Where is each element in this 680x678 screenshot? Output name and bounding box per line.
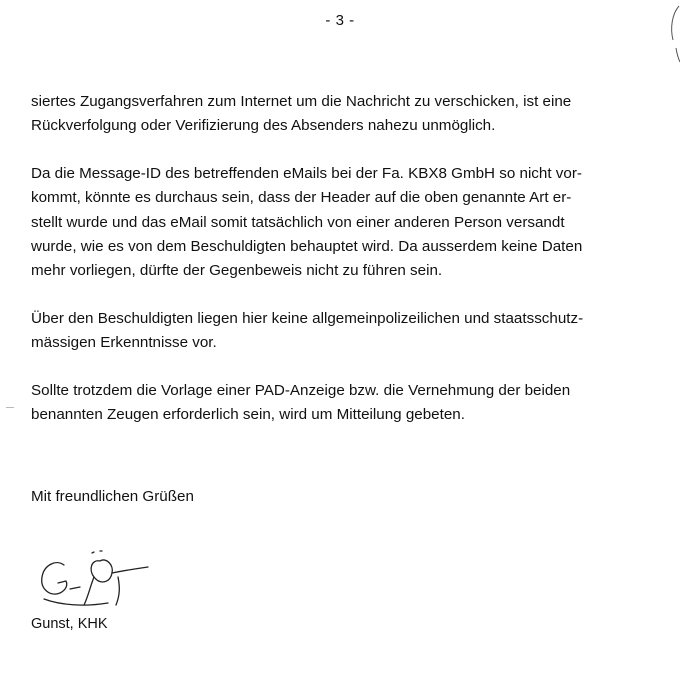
- text-line: stellt wurde und das eMail somit tatsächlich von einer anderen Person versandt: [31, 213, 565, 231]
- handwritten-signature: [30, 547, 170, 619]
- paragraph-4: [31, 379, 651, 428]
- text-line: Über den Beschuldigten liegen hier keine allgemeinpolizeilichen und staatsschutz-: [31, 309, 584, 327]
- page-number: - 3 -: [325, 12, 355, 29]
- paragraph-2: [31, 162, 651, 284]
- text-line: mehr vorliegen, dürfte der Gegenbeweis nicht zu führen sein.: [31, 262, 443, 280]
- signer-name: Gunst, KHK: [31, 616, 108, 632]
- paragraph-1: [31, 90, 651, 139]
- text-line: kommt, könnte es durchaus sein, dass der Header auf die oben genannte Art er-: [31, 189, 572, 207]
- closing-greeting: Mit freundlichen Grüßen: [31, 488, 194, 505]
- letter-body: [31, 90, 651, 450]
- margin-mark: [6, 407, 14, 408]
- text-line: Rückverfolgung oder Verifizierung des Absenders nahezu unmöglich.: [31, 117, 496, 135]
- page-edge-mark: [666, 0, 680, 70]
- text-line: wurde, wie es von dem Beschuldigten behauptet wird. Da ausserdem keine Daten: [31, 238, 583, 256]
- text-line: Sollte trotzdem die Vorlage einer PAD-Anzeige bzw. die Vernehmung der beiden: [31, 381, 571, 399]
- text-line: benannten Zeugen erforderlich sein, wird um Mitteilung gebeten.: [31, 406, 465, 424]
- text-line: siertes Zugangsverfahren zum Internet um die Nachricht zu verschicken, ist eine: [31, 93, 572, 110]
- paragraph-3: [31, 307, 651, 356]
- text-line: Da die Message-ID des betreffenden eMails bei der Fa. KBX8 GmbH so nicht vor-: [31, 164, 582, 182]
- text-line: mässigen Erkenntnisse vor.: [31, 334, 217, 352]
